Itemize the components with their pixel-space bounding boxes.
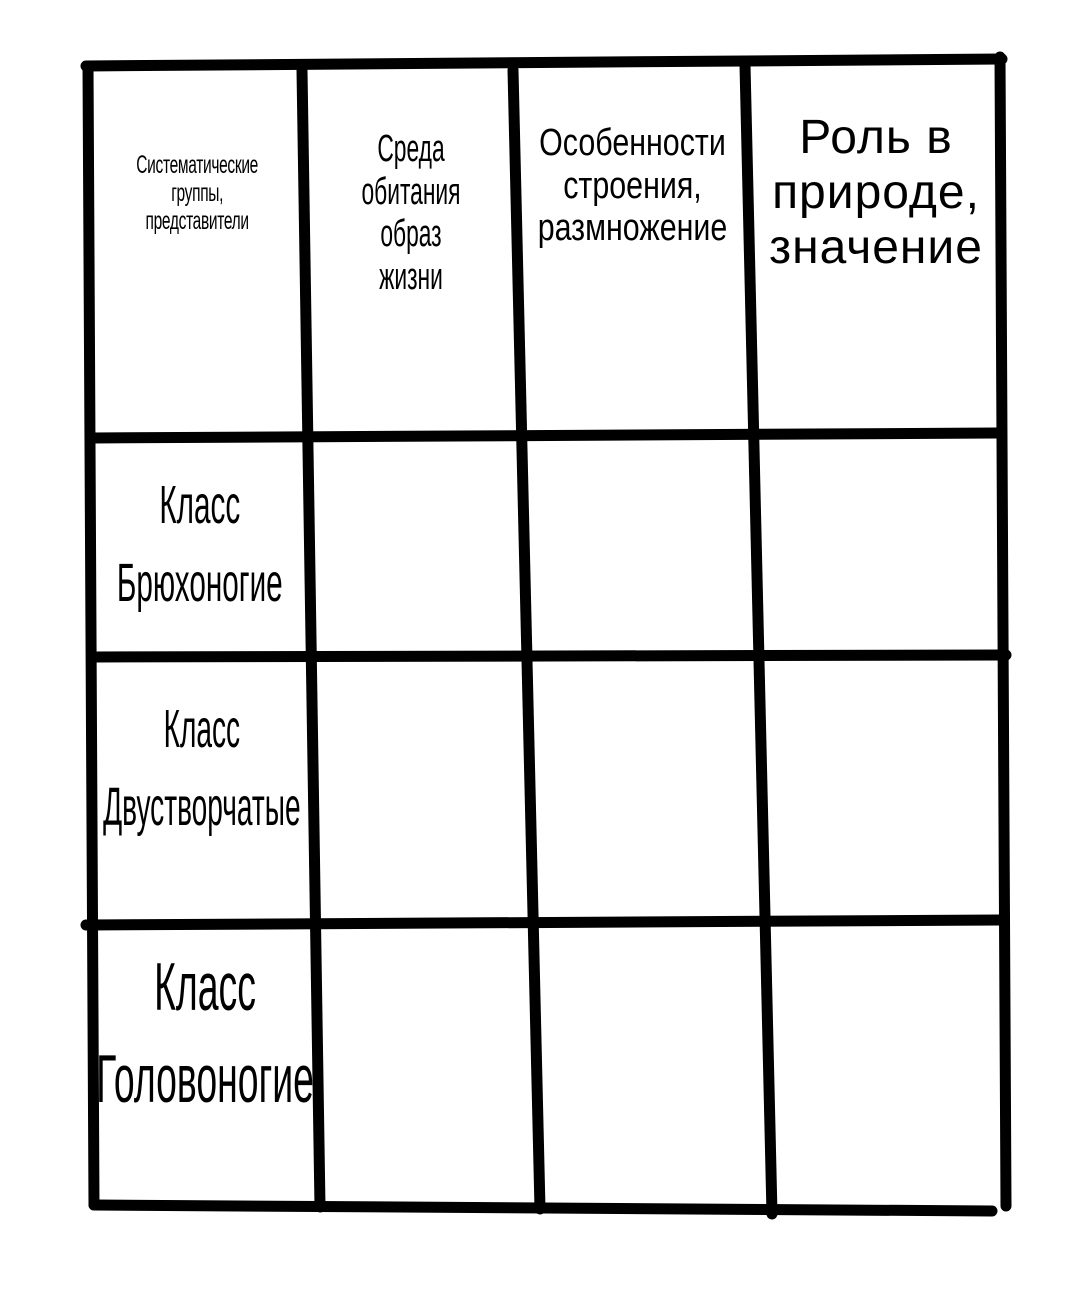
header-structure (516, 122, 748, 282)
header-structure-text: Особенности строения, размножение (537, 122, 727, 250)
row-label-cephalopoda (92, 942, 318, 1172)
cell-bivalvia-role[interactable] (770, 664, 998, 916)
cell-gastropoda-habitat[interactable] (314, 446, 514, 650)
row-label-cephalopoda-text: Класс Головоногие (96, 949, 314, 1117)
cell-cephalopoda-habitat[interactable] (324, 930, 530, 1200)
cell-gastropoda-structure[interactable] (530, 446, 754, 650)
row-label-gastropoda-text: Класс Брюхоногие (117, 475, 283, 614)
row-divider-3 (86, 920, 1000, 925)
row-label-bivalvia-text: Класс Двустворчатые (103, 699, 301, 838)
cell-gastropoda-role[interactable] (764, 446, 996, 650)
table-border-top (86, 59, 1002, 66)
table-border-right (1000, 57, 1006, 1206)
header-systematic-groups-text: Систематические группы, представители (136, 151, 258, 235)
header-habitat-text: Среда обитания образ жизни (361, 128, 461, 298)
cell-bivalvia-habitat[interactable] (318, 664, 522, 916)
header-role-text: Роль в природе, значение (769, 111, 983, 275)
cell-bivalvia-structure[interactable] (536, 664, 760, 916)
cell-cephalopoda-structure[interactable] (544, 930, 766, 1200)
cell-cephalopoda-role[interactable] (778, 930, 1000, 1200)
row-divider-2 (94, 655, 1006, 657)
row-divider-1 (92, 433, 997, 438)
header-role (752, 110, 1000, 300)
row-label-bivalvia (92, 690, 312, 890)
row-label-gastropoda (92, 466, 308, 636)
header-habitat (306, 128, 516, 298)
header-systematic-groups (94, 128, 300, 258)
